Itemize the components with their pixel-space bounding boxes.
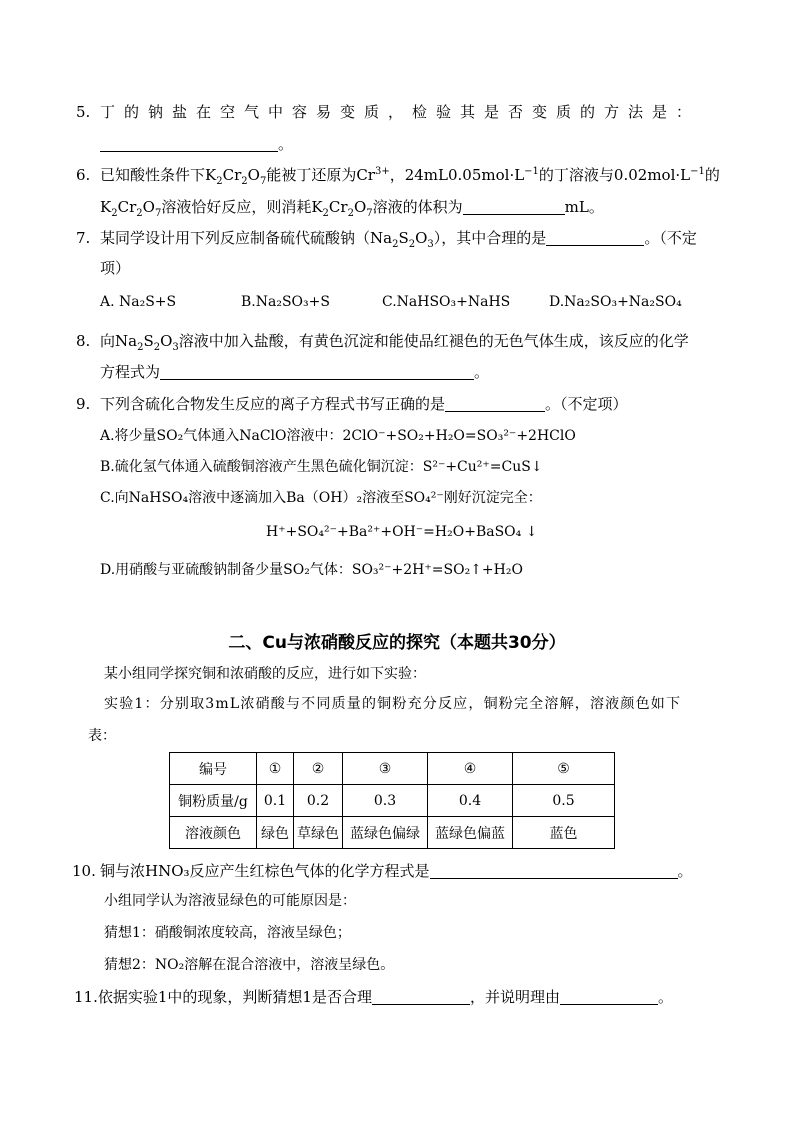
table-row: 编号 ① ② ③ ④ ⑤	[170, 753, 615, 785]
table-row: 铜粉质量/g 0.1 0.2 0.3 0.4 0.5	[170, 785, 615, 817]
answer-blank[interactable]	[160, 361, 474, 380]
answer-blank[interactable]	[546, 227, 644, 246]
answer-blank[interactable]	[445, 393, 545, 412]
answer-blank[interactable]	[560, 986, 658, 1005]
option-d[interactable]: D.Na₂SO₃+Na₂SO₄	[549, 294, 682, 310]
option-c[interactable]: C.NaHSO₃+NaHS	[382, 294, 511, 310]
experiment-1-text: 实验1：分别取3mL浓硝酸与不同质量的铜粉充分反应，铜粉完全溶解，溶液颜色如下	[104, 696, 682, 712]
answer-blank[interactable]	[430, 860, 678, 879]
table-row: 溶液颜色 绿色 草绿色 蓝绿色偏绿 蓝绿色偏蓝 蓝色	[170, 817, 615, 849]
answer-blank[interactable]	[100, 133, 278, 152]
question-number: 10.	[72, 862, 96, 880]
question-11: 11.依据实验1中的现象，判断猜想1是否合理 ，并说明理由 。	[74, 988, 673, 1006]
guess-1: 猜想1：硝酸铜浓度较高，溶液呈绿色；	[104, 925, 351, 941]
answer-blank[interactable]	[372, 986, 470, 1005]
experiment-1-tail: 表：	[88, 728, 116, 744]
intro-text: 某小组同学探究铜和浓硝酸的反应，进行如下实验：	[104, 666, 426, 682]
section-title: 二、Cu与浓硝酸反应的探究（本题共30分）	[228, 633, 566, 653]
answer-blank[interactable]	[463, 196, 565, 215]
reason-intro: 小组同学认为溶液显绿色的可能原因是：	[104, 893, 356, 909]
option-a[interactable]: A. Na₂S+S	[100, 294, 177, 310]
results-table	[169, 752, 615, 849]
question-number: 5.	[76, 103, 91, 121]
question-text: 丁的钠盐在空气中容易变质，检验其是否变质的方法是：	[100, 103, 701, 121]
guess-2: 猜想2：NO₂溶解在混合溶液中，溶液呈绿色。	[104, 957, 395, 973]
option-b[interactable]: B.Na₂SO₃+S	[241, 294, 330, 310]
